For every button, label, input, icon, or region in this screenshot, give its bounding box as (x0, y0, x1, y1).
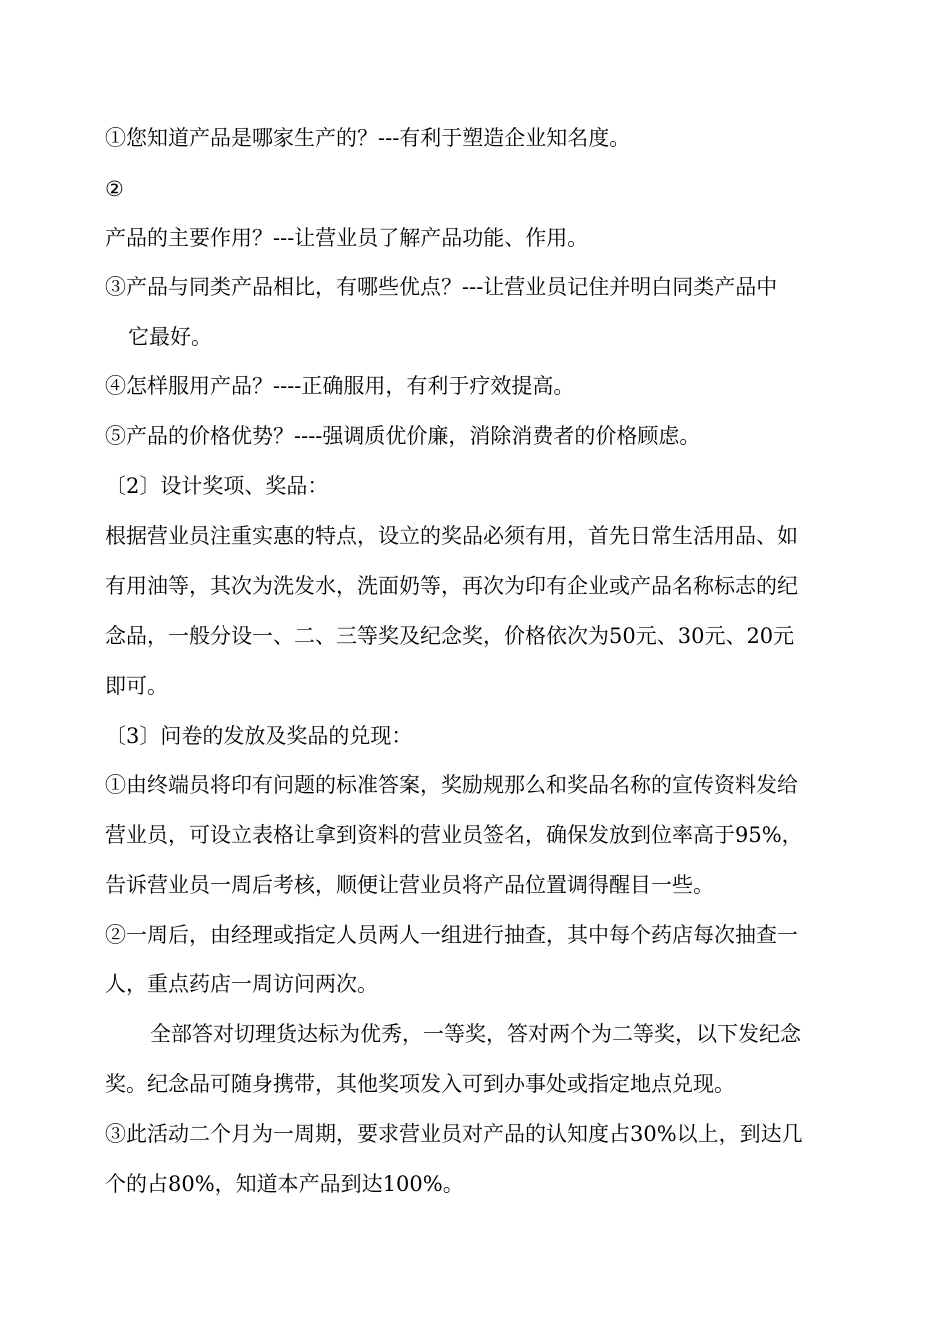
distribution-step-2-line-1: ②一周后，由经理或指定人员两人一组进行抽查，其中每个药店每次抽查一 (105, 923, 798, 947)
section-3-heading: 〔3〕问卷的发放及奖品的兑现： (105, 724, 413, 748)
question-3-line: ③产品与同类产品相比，有哪些优点？---让营业员记住并明白同类产品中 (105, 275, 778, 299)
prizes-paragraph-line-3: 念品，一般分设一、二、三等奖及纪念奖，价格依次为50元、30元、20元 (105, 624, 795, 648)
question-1-line: ①您知道产品是哪家生产的？---有利于塑造企业知名度。 (105, 126, 631, 150)
award-paragraph-line-1: 全部答对切理货达标为优秀，一等奖，答对两个为二等奖，以下发纪念 (150, 1022, 801, 1046)
question-3-continuation: 它最好。 (128, 325, 212, 349)
question-5-line: ⑤产品的价格优势？----强调质优价廉，消除消费者的价格顾虑。 (105, 424, 701, 448)
section-2-heading: 〔2〕设计奖项、奖品： (105, 474, 329, 498)
prizes-paragraph-line-2: 有用油等，其次为洗发水，洗面奶等，再次为印有企业或产品名称标志的纪 (105, 574, 798, 598)
distribution-step-3-line-2: 个的占80%，知道本产品到达100%。 (105, 1172, 464, 1196)
question-2-marker: ② (105, 177, 124, 201)
distribution-step-3-line-1: ③此活动二个月为一周期，要求营业员对产品的认知度占30%以上，到达几 (105, 1122, 803, 1146)
question-4-line: ④怎样服用产品？----正确服用，有利于疗效提高。 (105, 374, 575, 398)
prizes-paragraph-line-4: 即可。 (105, 674, 168, 698)
distribution-step-1-line-2: 营业员，可设立表格让拿到资料的营业员签名，确保发放到位率高于95%， (105, 823, 803, 847)
award-paragraph-line-2: 奖。纪念品可随身携带，其他奖项发入可到办事处或指定地点兑现。 (105, 1072, 735, 1096)
question-2-line: 产品的主要作用？---让营业员了解产品功能、作用。 (105, 226, 589, 250)
distribution-step-1-line-1: ①由终端员将印有问题的标准答案，奖励规那么和奖品名称的宣传资料发给 (105, 773, 798, 797)
prizes-paragraph-line-1: 根据营业员注重实惠的特点，设立的奖品必须有用，首先日常生活用品、如 (105, 524, 798, 548)
distribution-step-1-line-3: 告诉营业员一周后考核，顺便让营业员将产品位置调得醒目一些。 (105, 873, 714, 897)
distribution-step-2-line-2: 人，重点药店一周访问两次。 (105, 972, 378, 996)
